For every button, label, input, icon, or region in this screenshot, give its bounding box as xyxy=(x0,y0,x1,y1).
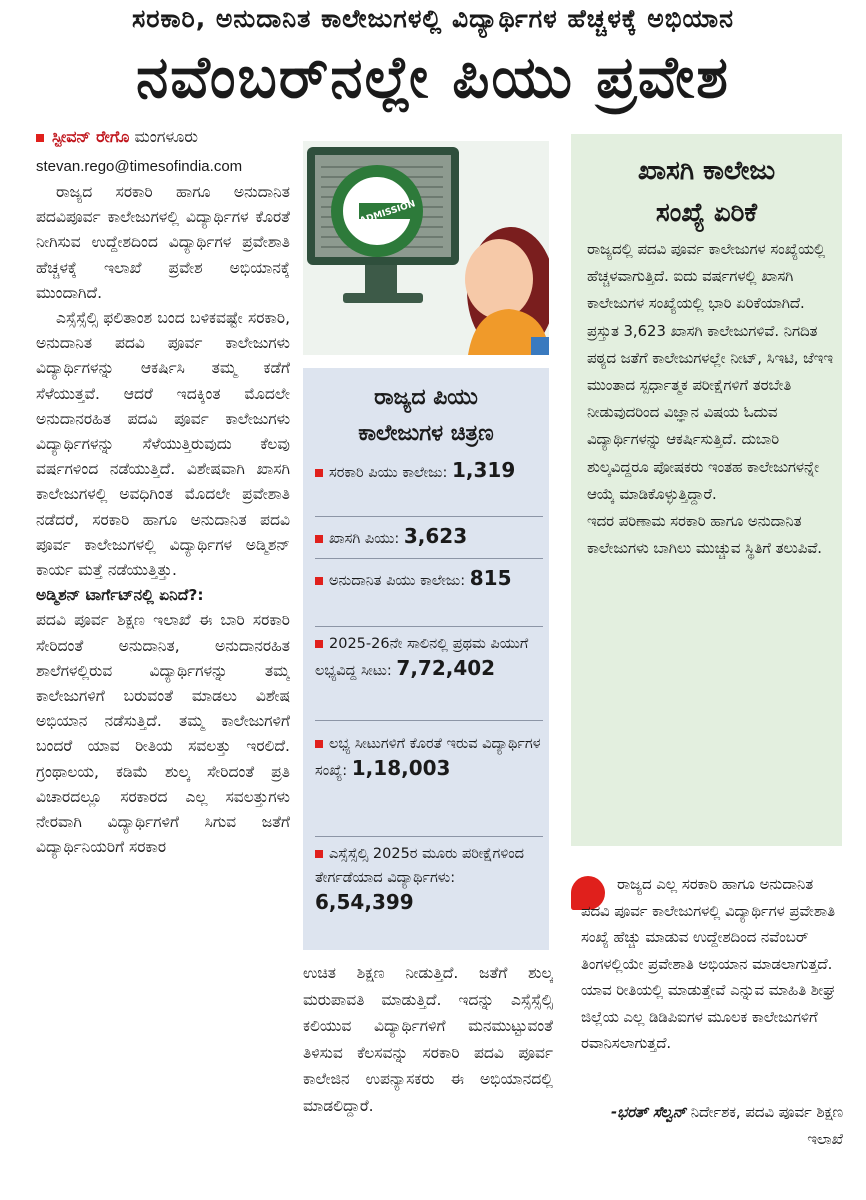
side-title-line2: ಸಂಖ್ಯೆ ಏರಿಕೆ xyxy=(655,198,758,228)
admission-illustration xyxy=(303,141,549,355)
stat-item-private xyxy=(315,524,543,551)
stat-item-seats xyxy=(315,632,543,683)
stat-item-aided xyxy=(315,566,543,593)
stat-item-govt xyxy=(315,458,543,485)
stat-value: 1,319 xyxy=(451,458,516,482)
kicker-headline: ಸರಕಾರಿ, ಅನುದಾನಿತ ಕಾಲೇಜುಗಳಲ್ಲಿ ವಿದ್ಯಾರ್ಥಿಗಳ ಹೆಚ್ಚಳಕ್ಕೆ ಅಭಿಯಾನ xyxy=(131,4,735,33)
stat-divider xyxy=(315,516,543,517)
stat-value: 3,623 xyxy=(403,524,468,548)
stat-bullet-icon xyxy=(315,640,323,648)
side-paragraph-2: ಇದರ ಪರಿಣಾಮ ಸರಕಾರಿ ಹಾಗೂ ಅನುದಾನಿತ ಕಾಲೇಜುಗಳು ಬಾಗಿಲು ಮುಚ್ಚುವ ಸ್ಥಿತಿಗೆ ತಲುಪಿವೆ. xyxy=(587,513,823,558)
stat-label: ಖಾಸಗಿ ಪಿಯು: xyxy=(329,531,400,547)
side-box-title xyxy=(571,150,842,234)
stats-title xyxy=(303,380,549,452)
byline-email: stevan.rego@timesofindia.com xyxy=(36,158,243,175)
article-subhead-text: ಅಡ್ಮಿಶನ್ ಟಾರ್ಗೆಟ್‌ನಲ್ಲಿ ಏನಿದೆ?: xyxy=(36,586,204,605)
stat-label: ಎಸ್ಸೆಸ್ಸೆಲ್ಸಿ 2025ರ ಮೂರು ಪರೀಕ್ಷೆಗಳಿಂದ ತೇರ್ಗಡೆಯಾದ ವಿದ್ಯಾರ್ಥಿಗಳು: xyxy=(315,846,525,886)
article-paragraph-1: ರಾಜ್ಯದ ಸರಕಾರಿ ಹಾಗೂ ಅನುದಾನಿತ ಪದವಿಪೂರ್ವ ಕಾಲೇಜುಗಳಲ್ಲಿ ವಿದ್ಯಾರ್ಥಿಗಳ ಕೊರತೆ ನೀಗಿಸುವ ಉದ್ದೇಶದಿಂದ ವಿದ್ಯಾರ್ಥಿಗಳ ಪ್ರವೇಶಾತಿ ಹೆಚ್ಚಳಕ್ಕೆ ಇಲಾಖೆ ಪ್ರವೇಶ ಅಭಿಯಾನಕ್ಕೆ ಮುಂದಾಗಿದೆ. xyxy=(36,183,290,302)
quote-attribution-name: -ಭರತ್ ಸೆಲ್ವನ್ xyxy=(610,1104,687,1121)
stat-value: 1,18,003 xyxy=(351,756,451,780)
stat-bullet-icon xyxy=(315,469,323,477)
byline xyxy=(36,127,198,147)
stat-item-shortfall xyxy=(315,732,543,783)
stats-title-line2: ಕಾಲೇಜುಗಳ ಚಿತ್ರಣ xyxy=(358,421,494,446)
article-paragraph-2: ಎಸ್ಸೆಸ್ಸೆಲ್ಸಿ ಫಲಿತಾಂಶ ಬಂದ ಬಳಿಕವಷ್ಟೇ ಸರಕಾರಿ, ಅನುದಾನಿತ ಪದವಿ ಪೂರ್ವ ಕಾಲೇಜುಗಳು ವಿದ್ಯಾರ್ಥಿಗಳನ್ನು ಆಕರ್ಷಿಸಿ ತಮ್ಮ ಕಡೆಗೆ ಸೆಳೆಯುತ್ತವೆ. ಆದರೆ ಇದಕ್ಕಿಂತ ಮೊದಲೇ ಅನುದಾನರಹಿತ ಪದವಿ ಪೂರ್ವ ಕಾಲೇಜುಗಳು ವಿದ್ಯಾರ್ಥಿಗಳನ್ನು ಸೆಳೆಯುತ್ತಿರುವುದು ಕೆಲವು ವರ್ಷಗಳಿಂದ ನಡೆಯುತ್ತಿದೆ. ವಿಶೇಷವಾಗಿ ಖಾಸಗಿ ಕಾಲೇಜುಗಳಲ್ಲಿ ಅವಧಿಗಿಂತ ಮೊದಲೇ ಪ್ರವೇಶಾತಿ ನಡೆದರೆ, ಸರಕಾರಿ ಹಾಗೂ ಅನುದಾನಿತ ಪದವಿ ಪೂರ್ವ ಕಾಲೇಜುಗಳಲ್ಲಿ ವಿದ್ಯಾರ್ಥಿಗಳ ಅಡ್ಮಿಶನ್ ಕಾರ್ಯ ಮತ್ತೆ ನಡೆಯುತ್ತಿತ್ತು. xyxy=(36,309,290,580)
side-box-body xyxy=(587,236,833,562)
stat-label: ಸರಕಾರಿ ಪಿಯು ಕಾಲೇಜು: xyxy=(329,465,448,481)
side-box xyxy=(571,134,842,846)
admission-badge-text: ADMISSION xyxy=(358,199,417,227)
article-subhead xyxy=(36,583,290,608)
stat-label: ಅನುದಾನಿತ ಪಿಯು ಕಾಲೇಜು: xyxy=(329,573,466,589)
side-title-line1: ಖಾಸಗಿ ಕಾಲೇಜು xyxy=(637,156,776,186)
quote-text: ರಾಜ್ಯದ ಎಲ್ಲ ಸರಕಾರಿ ಹಾಗೂ ಅನುದಾನಿತ ಪದವಿ ಪೂರ್ವ ಕಾಲೇಜುಗಳಲ್ಲಿ ವಿದ್ಯಾರ್ಥಿಗಳ ಪ್ರವೇಶಾತಿ ಸಂಖ್ಯೆ ಹೆಚ್ಚು ಮಾಡುವ ಉದ್ದೇಶದಿಂದ ನವೆಂಬರ್ ತಿಂಗಳಲ್ಲಿಯೇ ಪ್ರವೇಶಾತಿ ಅಭಿಯಾನ ಮಾಡಲಾಗುತ್ತದೆ. ಯಾವ ರೀತಿಯಲ್ಲಿ ಮಾಡುತ್ತೇವೆ ಎನ್ನುವ ಮಾಹಿತಿ ಶೀಘ್ರ ಜಿಲ್ಲೆಯ ಎಲ್ಲ ಡಿಡಿಪಿಐಗಳ ಮೂಲಕ ಕಾಲೇಜುಗಳಿಗೆ ರವಾನಿಸಲಾಗುತ್ತದೆ. xyxy=(581,876,835,1052)
article-paragraph-3: ಪದವಿ ಪೂರ್ವ ಶಿಕ್ಷಣ ಇಲಾಖೆ ಈ ಬಾರಿ ಸರಕಾರಿ ಸೇರಿದಂತೆ ಅನುದಾನಿತ, ಅನುದಾನರಹಿತ ಶಾಲೆಗಳಲ್ಲಿರುವ ವಿದ್ಯಾರ್ಥಿಗಳನ್ನು ತಮ್ಮ ಕಾಲೇಜುಗಳಿಗೆ ಬರುವಂತೆ ಮಾಡಲು ವಿಶೇಷ ಅಭಿಯಾನ ನಡೆಸುತ್ತಿದೆ. ತಮ್ಮ ಕಾಲೇಜುಗಳಿಗೆ ಬಂದರೆ ಯಾವ ರೀತಿಯ ಸವಲತ್ತು ಇರಲಿದೆ. ಗ್ರಂಥಾಲಯ, ಕಡಿಮೆ ಶುಲ್ಕ ಸೇರಿದಂತೆ ಪ್ರತಿ ವಿಚಾರದಲ್ಲೂ ಸರಕಾರದ ಎಲ್ಲ ಸವಲತ್ತುಗಳು ನೇರವಾಗಿ ವಿದ್ಯಾರ್ಥಿಗಳಿಗೆ ಸಿಗುವ ಜತೆಗೆ ವಿದ್ಯಾರ್ಥಿನಿಯರಿಗೆ ಸರಕಾರ xyxy=(36,611,290,857)
quote-attribution-role: ನಿರ್ದೇಶಕ, ಪದವಿ ಪೂರ್ವ ಶಿಕ್ಷಣ ಇಲಾಖೆ xyxy=(690,1104,843,1148)
stat-divider xyxy=(315,836,543,837)
article-column-2 xyxy=(303,960,553,1200)
stat-item-passed xyxy=(315,842,543,917)
stats-title-line1: ರಾಜ್ಯದ ಪಿಯು xyxy=(374,385,478,410)
stat-bullet-icon xyxy=(315,740,323,748)
stat-value: 815 xyxy=(469,566,512,590)
stat-bullet-icon xyxy=(315,850,323,858)
stat-divider xyxy=(315,558,543,559)
byline-bullet-icon xyxy=(36,134,44,142)
stat-divider xyxy=(315,720,543,721)
stat-value: 7,72,402 xyxy=(396,656,496,680)
stat-bullet-icon xyxy=(315,535,323,543)
stat-divider xyxy=(315,626,543,627)
side-paragraph-1: ರಾಜ್ಯದಲ್ಲಿ ಪದವಿ ಪೂರ್ವ ಕಾಲೇಜುಗಳ ಸಂಖ್ಯೆಯಲ್ಲಿ ಹೆಚ್ಚಳವಾಗುತ್ತಿದೆ. ಐದು ವರ್ಷಗಳಲ್ಲಿ ಖಾಸಗಿ ಕಾಲೇಜುಗಳ ಸಂಖ್ಯೆಯಲ್ಲಿ ಭಾರಿ ಏರಿಕೆಯಾಗಿದೆ. ಪ್ರಸ್ತುತ 3,623 ಖಾಸಗಿ ಕಾಲೇಜುಗಳಿವೆ. ನಿಗದಿತ ಪಠ್ಯದ ಜತೆಗೆ ಕಾಲೇಜುಗಳಲ್ಲೇ ನೀಟ್, ಸಿಇಟಿ, ಜೆಇಇ ಮುಂತಾದ ಸ್ಪರ್ಧಾತ್ಮಕ ಪರೀಕ್ಷೆಗಳಿಗೆ ತರಬೇತಿ ನೀಡುವುದರಿಂದ ವಿಜ್ಞಾನ ವಿಷಯ ಓದುವ ವಿದ್ಯಾರ್ಥಿಗಳನ್ನು ಆಕರ್ಷಿಸುತ್ತಿದೆ. ದುಬಾರಿ ಶುಲ್ಕವಿದ್ದರೂ ಪೋಷಕರು ಇಂತಹ ಕಾಲೇಜುಗಳನ್ನೇ ಆಯ್ಕೆ ಮಾಡಿಕೊಳ್ಳುತ್ತಿದ್ದಾರೆ. xyxy=(587,241,833,503)
byline-place: ಮಂಗಳೂರು xyxy=(134,127,198,146)
main-headline: ನವೆಂಬರ್‌ನಲ್ಲೇ ಪಿಯು ಪ್ರವೇಶ xyxy=(136,43,730,111)
byline-author: ಸ್ಟೀವನ್ ರೇಗೊ xyxy=(52,127,130,146)
stat-label: ಲಭ್ಯ ಸೀಟುಗಳಿಗೆ ಕೊರತೆ ಇರುವ ವಿದ್ಯಾರ್ಥಿಗಳ ಸಂಖ್ಯೆ: xyxy=(315,736,541,779)
pull-quote xyxy=(571,872,847,1200)
stat-value: 6,54,399 xyxy=(315,890,414,914)
stat-bullet-icon xyxy=(315,577,323,585)
stats-box xyxy=(303,368,549,950)
stat-label: 2025-26ನೇ ಸಾಲಿನಲ್ಲಿ ಪ್ರಥಮ ಪಿಯುಗೆ ಲಭ್ಯವಿದ್ದ ಸೀಟು: xyxy=(315,636,529,679)
article-column-1 xyxy=(36,180,290,1200)
quote-attribution xyxy=(581,1100,843,1153)
article-paragraph-4: ಉಚಿತ ಶಿಕ್ಷಣ ನೀಡುತ್ತಿದೆ. ಜತೆಗೆ ಶುಲ್ಕ ಮರುಪಾವತಿ ಮಾಡುತ್ತಿದೆ. ಇದನ್ನು ಎಸ್ಸೆಸ್ಸೆಲ್ಸಿ ಕಲಿಯುವ ವಿದ್ಯಾರ್ಥಿಗಳಿಗೆ ಮನಮುಟ್ಟುವಂತೆ ತಿಳಿಸುವ ಕೆಲಸವನ್ನು ಸರಕಾರಿ ಪದವಿ ಪೂರ್ವ ಕಾಲೇಜಿನ ಉಪನ್ಯಾಸಕರು ಈ ಅಭಿಯಾನದಲ್ಲಿ ಮಾಡಲಿದ್ದಾರೆ. xyxy=(303,964,553,1115)
